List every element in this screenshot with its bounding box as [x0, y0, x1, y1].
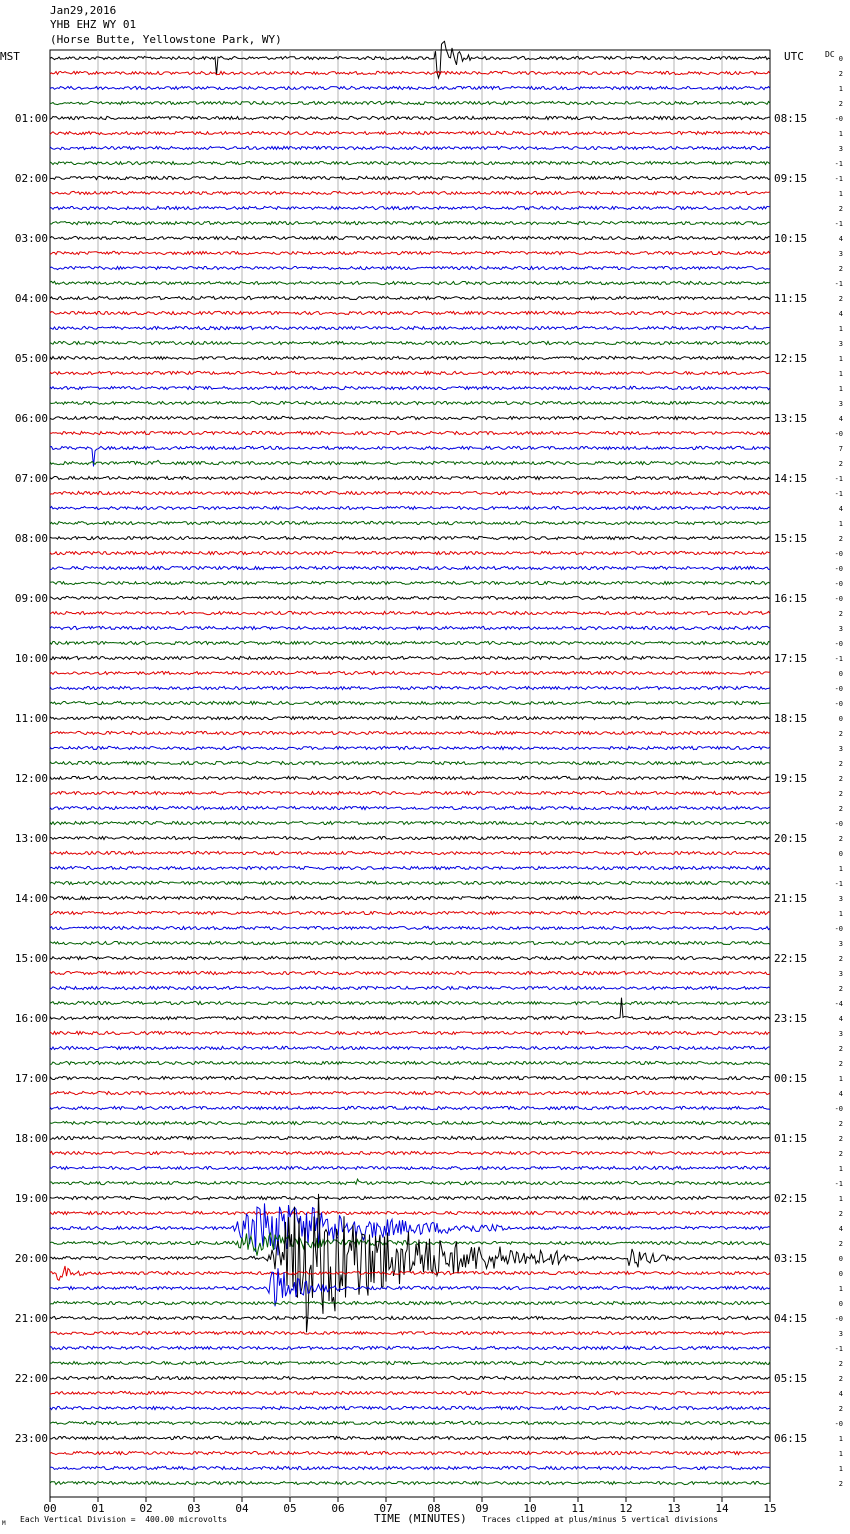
mst-hour-label: 05:00 — [14, 352, 48, 365]
mst-hour-label: 04:00 — [14, 292, 48, 305]
trace-line — [50, 401, 770, 404]
trace-line — [50, 1316, 770, 1319]
dc-offset-label: 1 — [838, 1165, 843, 1173]
dc-offset-label: 0 — [838, 55, 843, 63]
utc-hour-label: 20:15 — [774, 832, 808, 845]
trace-line — [50, 386, 770, 389]
trace-line — [50, 851, 770, 854]
dc-offset-label: 2 — [838, 1120, 843, 1128]
dc-offset-label: 2 — [838, 835, 843, 843]
trace-line — [50, 998, 770, 1020]
dc-offset-label: 4 — [838, 415, 843, 423]
trace-line — [50, 460, 770, 464]
trace-line — [50, 1268, 770, 1306]
x-tick-label: 01 — [91, 1502, 105, 1515]
trace-line — [50, 1421, 770, 1424]
trace-line — [50, 191, 770, 194]
trace-line — [50, 146, 770, 149]
trace-line — [50, 881, 770, 884]
mst-hour-label: 19:00 — [14, 1192, 48, 1205]
mst-hour-label: 06:00 — [14, 412, 48, 425]
dc-offset-label: 1 — [838, 520, 843, 528]
dc-offset-label: 2 — [838, 1135, 843, 1143]
trace-line — [50, 971, 770, 974]
utc-label: UTC — [784, 50, 804, 63]
mst-hour-label: 22:00 — [14, 1372, 48, 1385]
dc-offset-label: 4 — [838, 1015, 843, 1023]
dc-offset-label: 2 — [838, 955, 843, 963]
dc-offset-label: -0 — [834, 1105, 843, 1113]
dc-offset-label: 4 — [838, 310, 843, 318]
mst-hour-label: 18:00 — [14, 1132, 48, 1145]
utc-hour-label: 17:15 — [774, 652, 808, 665]
utc-hour-label: 02:15 — [774, 1192, 808, 1205]
dc-offset-label: 2 — [838, 610, 843, 618]
trace-line — [50, 1001, 770, 1004]
trace-line — [50, 281, 770, 284]
header-station: YHB EHZ WY 01 — [50, 18, 137, 31]
dc-offset-label: 1 — [838, 130, 843, 138]
trace-line — [50, 1301, 770, 1304]
dc-offset-label: 3 — [838, 400, 843, 408]
trace-line — [50, 176, 770, 179]
trace-line — [50, 1211, 770, 1214]
dc-offset-label: 2 — [838, 1150, 843, 1158]
trace-line — [50, 1376, 770, 1379]
dc-offset-label: -0 — [834, 1420, 843, 1428]
trace-line — [50, 626, 770, 629]
trace-line — [50, 131, 770, 134]
dc-offset-label: -1 — [834, 655, 843, 663]
dc-offset-label: 0 — [838, 1300, 843, 1308]
dc-offset-label: 3 — [838, 940, 843, 948]
trace-line — [50, 641, 770, 644]
dc-offset-label: -0 — [834, 430, 843, 438]
dc-offset-label: 1 — [838, 1450, 843, 1458]
x-tick-label: 10 — [523, 1502, 537, 1515]
dc-offset-label: 1 — [838, 1285, 843, 1293]
trace-line — [50, 701, 770, 704]
x-tick-label: 15 — [763, 1502, 777, 1515]
dc-offset-label: 2 — [838, 1210, 843, 1218]
dc-offset-label: 3 — [838, 895, 843, 903]
mst-hour-label: 17:00 — [14, 1072, 48, 1085]
trace-line — [50, 551, 770, 554]
utc-hour-label: 13:15 — [774, 412, 808, 425]
dc-offset-label: -0 — [834, 550, 843, 558]
trace-line — [50, 431, 770, 434]
trace-line — [50, 1194, 770, 1332]
x-axis-label: TIME (MINUTES) — [374, 1512, 467, 1525]
trace-line — [50, 791, 770, 794]
utc-hour-label: 04:15 — [774, 1312, 808, 1325]
utc-hour-label: 15:15 — [774, 532, 808, 545]
dc-offset-label: 1 — [838, 85, 843, 93]
dc-offset-label: -0 — [834, 700, 843, 708]
x-tick-label: 00 — [43, 1502, 57, 1515]
dc-offset-label: -0 — [834, 580, 843, 588]
trace-line — [50, 761, 770, 764]
x-tick-label: 08 — [427, 1502, 441, 1515]
vertical-scale-note: Each Vertical Division = 400.00 microvolts — [20, 1515, 228, 1524]
dc-offset-label: 0 — [838, 1270, 843, 1278]
dc-offset-label: -1 — [834, 1180, 843, 1188]
utc-hour-label: 11:15 — [774, 292, 808, 305]
utc-hour-label: 14:15 — [774, 472, 808, 485]
mst-hour-label: 12:00 — [14, 772, 48, 785]
trace-line — [50, 416, 770, 419]
trace-line — [50, 911, 770, 914]
utc-hour-label: 01:15 — [774, 1132, 808, 1145]
utc-hour-label: 06:15 — [774, 1432, 808, 1445]
x-tick-label: 13 — [667, 1502, 681, 1515]
dc-offset-label: 1 — [838, 1075, 843, 1083]
dc-offset-label: -1 — [834, 490, 843, 498]
utc-hour-label: 16:15 — [774, 592, 808, 605]
dc-offset-label: 4 — [838, 1090, 843, 1098]
mst-hour-label: 09:00 — [14, 592, 48, 605]
trace-line — [50, 521, 770, 524]
dc-offset-label: 2 — [838, 265, 843, 273]
trace-line — [50, 1391, 770, 1394]
trace-line — [50, 656, 770, 659]
trace-line — [50, 236, 770, 239]
trace-line — [50, 206, 770, 209]
trace-line — [50, 221, 770, 224]
trace-line — [50, 326, 770, 329]
trace-line — [50, 1451, 770, 1454]
trace-line — [50, 1136, 770, 1139]
mst-hour-label: 13:00 — [14, 832, 48, 845]
dc-offset-label: 2 — [838, 730, 843, 738]
trace-line — [50, 566, 770, 569]
trace-line — [50, 1179, 770, 1185]
utc-hour-label: 10:15 — [774, 232, 808, 245]
mst-hour-label: 23:00 — [14, 1432, 48, 1445]
trace-line — [50, 1046, 770, 1049]
utc-hour-label: 18:15 — [774, 712, 808, 725]
dc-offset-label: 1 — [838, 865, 843, 873]
dc-offset-label: -1 — [834, 475, 843, 483]
trace-line — [50, 1121, 770, 1124]
dc-offset-label: -4 — [834, 1000, 843, 1008]
mst-hour-label: 16:00 — [14, 1012, 48, 1025]
mst-hour-label: 21:00 — [14, 1312, 48, 1325]
dc-offset-label: 2 — [838, 1240, 843, 1248]
trace-line — [50, 1233, 770, 1255]
dc-offset-label: 4 — [838, 1390, 843, 1398]
trace-line — [50, 956, 770, 959]
dc-offset-label: 2 — [838, 1480, 843, 1488]
mst-hour-label: 01:00 — [14, 112, 48, 125]
dc-offset-label: 2 — [838, 775, 843, 783]
utc-hour-label: 00:15 — [774, 1072, 808, 1085]
trace-line — [50, 341, 770, 344]
dc-offset-label: 0 — [838, 850, 843, 858]
dc-offset-label: 2 — [838, 295, 843, 303]
trace-line — [50, 1203, 770, 1255]
mst-hour-label: 03:00 — [14, 232, 48, 245]
trace-line — [50, 926, 770, 929]
trace-line — [50, 1436, 770, 1439]
dc-offset-label: 4 — [838, 1225, 843, 1233]
dc-offset-label: -0 — [834, 1315, 843, 1323]
header-date: Jan29,2016 — [50, 4, 117, 17]
trace-line — [50, 866, 770, 869]
x-tick-label: 12 — [619, 1502, 633, 1515]
dc-label: DC — [825, 50, 835, 59]
trace-line — [50, 506, 770, 509]
dc-offset-label: 0 — [838, 715, 843, 723]
trace-line — [50, 1331, 770, 1334]
trace-line — [50, 1406, 770, 1409]
trace-line — [50, 806, 770, 809]
dc-offset-label: 2 — [838, 1045, 843, 1053]
utc-hour-label: 05:15 — [774, 1372, 808, 1385]
trace-line — [50, 1346, 770, 1349]
dc-offset-label: 2 — [838, 985, 843, 993]
trace-line — [50, 686, 770, 689]
trace-line — [50, 1031, 770, 1034]
trace-line — [50, 1466, 770, 1469]
dc-offset-label: 2 — [838, 1060, 843, 1068]
dc-offset-label: 2 — [838, 790, 843, 798]
dc-offset-label: 2 — [838, 100, 843, 108]
trace-line — [50, 311, 770, 314]
mst-hour-label: 02:00 — [14, 172, 48, 185]
dc-offset-label: 0 — [838, 1255, 843, 1263]
dc-offset-label: 3 — [838, 970, 843, 978]
clip-note: Traces clipped at plus/minus 5 vertical divisions — [482, 1515, 719, 1524]
dc-offset-label: -1 — [834, 280, 843, 288]
trace-line — [50, 1166, 770, 1169]
dc-offset-label: -0 — [834, 115, 843, 123]
trace-line — [50, 821, 770, 824]
dc-offset-label: -1 — [834, 880, 843, 888]
trace-line — [50, 1076, 770, 1079]
trace-line — [50, 731, 770, 734]
trace-line — [50, 536, 770, 539]
trace-line — [50, 1481, 770, 1484]
trace-line — [50, 596, 770, 599]
trace-line — [50, 836, 770, 839]
utc-hour-label: 22:15 — [774, 952, 808, 965]
mst-hour-label: 11:00 — [14, 712, 48, 725]
dc-offset-label: 0 — [838, 670, 843, 678]
utc-hour-label: 09:15 — [774, 172, 808, 185]
dc-offset-label: 7 — [838, 445, 843, 453]
dc-offset-label: 1 — [838, 910, 843, 918]
trace-line — [50, 776, 770, 779]
trace-line — [50, 371, 770, 374]
trace-line — [50, 101, 770, 104]
dc-offset-label: 2 — [838, 460, 843, 468]
footer-mark: M — [2, 1520, 6, 1527]
dc-offset-label: 3 — [838, 625, 843, 633]
trace-line — [50, 1361, 770, 1364]
x-tick-label: 14 — [715, 1502, 729, 1515]
trace-line — [50, 476, 770, 479]
trace-line — [50, 71, 770, 74]
dc-offset-label: 1 — [838, 370, 843, 378]
trace-line — [50, 251, 770, 254]
trace-line — [50, 161, 770, 164]
dc-offset-label: 2 — [838, 1405, 843, 1413]
dc-offset-label: -1 — [834, 220, 843, 228]
dc-offset-label: 2 — [838, 1360, 843, 1368]
trace-line — [50, 611, 770, 614]
dc-offset-label: -0 — [834, 685, 843, 693]
dc-offset-label: 4 — [838, 235, 843, 243]
dc-offset-label: 2 — [838, 535, 843, 543]
trace-line — [50, 356, 770, 359]
trace-line — [50, 296, 770, 299]
mst-hour-label: 08:00 — [14, 532, 48, 545]
dc-offset-label: 2 — [838, 205, 843, 213]
mst-hour-label: 07:00 — [14, 472, 48, 485]
dc-offset-label: 2 — [838, 1375, 843, 1383]
utc-hour-label: 12:15 — [774, 352, 808, 365]
mst-hour-label: 15:00 — [14, 952, 48, 965]
trace-line — [50, 491, 770, 494]
trace-line — [50, 716, 770, 719]
mst-hour-label: 20:00 — [14, 1252, 48, 1265]
trace-line — [50, 1061, 770, 1064]
trace-line — [50, 671, 770, 674]
dc-offset-label: 1 — [838, 1195, 843, 1203]
dc-offset-label: -0 — [834, 640, 843, 648]
dc-offset-label: -0 — [834, 925, 843, 933]
dc-offset-label: 3 — [838, 1030, 843, 1038]
dc-offset-label: 2 — [838, 760, 843, 768]
trace-line — [50, 1091, 770, 1094]
header-location: (Horse Butte, Yellowstone Park, WY) — [50, 33, 282, 46]
trace-line — [50, 1106, 770, 1109]
trace-line — [50, 446, 770, 466]
utc-hour-label: 23:15 — [774, 1012, 808, 1025]
trace-line — [50, 86, 770, 89]
trace-line — [50, 116, 770, 119]
utc-hour-label: 19:15 — [774, 772, 808, 785]
dc-offset-label: -1 — [834, 175, 843, 183]
x-tick-label: 04 — [235, 1502, 249, 1515]
trace-line — [50, 746, 770, 749]
dc-offset-label: -1 — [834, 160, 843, 168]
dc-offset-label: 3 — [838, 745, 843, 753]
trace-line — [50, 266, 770, 269]
dc-offset-label: 3 — [838, 145, 843, 153]
x-tick-label: 11 — [571, 1502, 585, 1515]
dc-offset-label: -0 — [834, 565, 843, 573]
dc-offset-label: 3 — [838, 340, 843, 348]
dc-offset-label: 1 — [838, 1465, 843, 1473]
utc-hour-label: 03:15 — [774, 1252, 808, 1265]
x-tick-label: 06 — [331, 1502, 345, 1515]
dc-offset-label: 1 — [838, 385, 843, 393]
dc-offset-label: 2 — [838, 70, 843, 78]
dc-offset-label: -1 — [834, 1345, 843, 1353]
x-tick-label: 09 — [475, 1502, 489, 1515]
trace-line — [50, 941, 770, 944]
dc-offset-label: 3 — [838, 1330, 843, 1338]
utc-hour-label: 08:15 — [774, 112, 808, 125]
x-tick-label: 05 — [283, 1502, 297, 1515]
dc-offset-label: 1 — [838, 190, 843, 198]
dc-offset-label: 1 — [838, 325, 843, 333]
utc-hour-label: 21:15 — [774, 892, 808, 905]
dc-offset-label: 3 — [838, 250, 843, 258]
trace-line — [50, 1196, 770, 1199]
dc-offset-label: 4 — [838, 505, 843, 513]
x-tick-label: 03 — [187, 1502, 201, 1515]
dc-offset-label: 1 — [838, 355, 843, 363]
dc-offset-label: -0 — [834, 820, 843, 828]
mst-label: MST — [0, 50, 20, 63]
trace-line — [50, 896, 770, 899]
dc-offset-label: -0 — [834, 595, 843, 603]
dc-offset-label: 2 — [838, 805, 843, 813]
trace-line — [50, 986, 770, 989]
mst-hour-label: 14:00 — [14, 892, 48, 905]
dc-offset-label: 1 — [838, 1435, 843, 1443]
mst-hour-label: 10:00 — [14, 652, 48, 665]
x-tick-label: 02 — [139, 1502, 153, 1515]
trace-line — [50, 1151, 770, 1154]
x-tick-label: 07 — [379, 1502, 393, 1515]
trace-line — [50, 581, 770, 584]
